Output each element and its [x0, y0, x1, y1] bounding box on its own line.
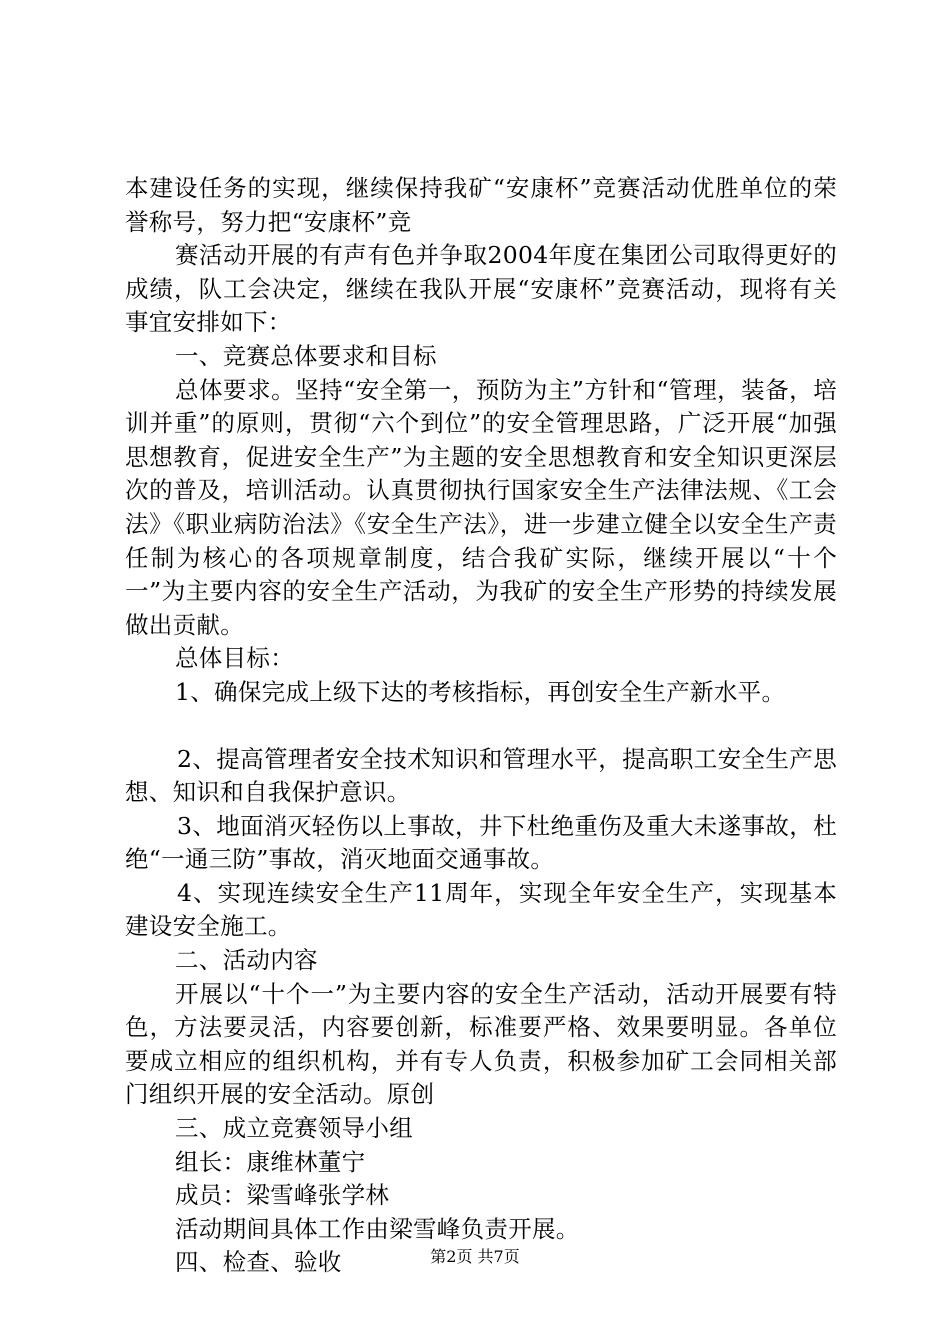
paragraph-continuation: 本建设任务的实现，继续保持我矿“安康杯”竞赛活动优胜单位的荣誉称号，努力把“安康杯”竞 [125, 174, 837, 236]
section-heading-3: 三、成立竞赛领导小组 [175, 1114, 413, 1143]
paragraph-overall-goals: 总体目标： [175, 644, 294, 673]
section-heading-2: 二、活动内容 [175, 946, 318, 975]
blank-line [125, 710, 837, 743]
paragraph-intro: 赛活动开展的有声有色并争取2004年度在集团公司取得更好的成绩，队工会决定，继续在我队开展“安康杯”竞赛活动，现将有关事宜安排如下： [125, 241, 837, 337]
paragraph-overall-requirements: 总体要求。坚持“安全第一，预防为主”方针和“管理，装备，培训并重”的原则，贯彻“六个到位”的安全管理思路，广泛开展“加强思想教育，促进安全生产”为主题的安全思想教育和安全知识更深层次的普及，培训活动。认真贯彻执行国家安全生产法律法规、《工会法》《职业病防治法》《安全生产法》，进一步建立健全以安全生产责任制为核心的各项规章制度，结合我矿实际，继续开展以“十个一”为主要内容的安全生产活动，为我矿的安全生产形势的持续发展做出贡献。 [125, 375, 837, 639]
section-heading-4: 四、检查、验收 [175, 1248, 342, 1277]
goal-item-4: 4、实现连续安全生产11周年，实现全年安全生产，实现基本建设安全施工。 [125, 878, 837, 941]
section-heading-1: 一、竞赛总体要求和目标 [175, 341, 437, 370]
document-body [125, 172, 837, 1280]
page-number-footer: 第2页 共7页 [430, 1247, 520, 1266]
goal-item-1: 1、确保完成上级下达的考核指标，再创安全生产新水平。 [175, 677, 786, 706]
responsibility-line: 活动期间具体工作由梁雪峰负责开展。 [175, 1214, 580, 1243]
group-members-line: 成员：梁雪峰张学林 [175, 1181, 390, 1210]
group-leader-line: 组长：康维林董宁 [175, 1147, 366, 1176]
goal-item-3: 3、地面消灭轻伤以上事故，井下杜绝重伤及重大未遂事故，杜绝“一通三防”事故，消灭地面交通事故。 [125, 811, 837, 874]
paragraph-activity-content: 开展以“十个一”为主要内容的安全生产活动，活动开展要有特色，方法要灵活，内容要创新，标准要严格、效果要明显。各单位要成立相应的组织机构，并有专人负责，积极参加矿工会同相关部门组织开展的安全活动。原创 [125, 979, 837, 1109]
goal-item-2: 2、提高管理者安全技术知识和管理水平，提高职工安全生产思想、知识和自我保护意识。 [125, 744, 837, 807]
